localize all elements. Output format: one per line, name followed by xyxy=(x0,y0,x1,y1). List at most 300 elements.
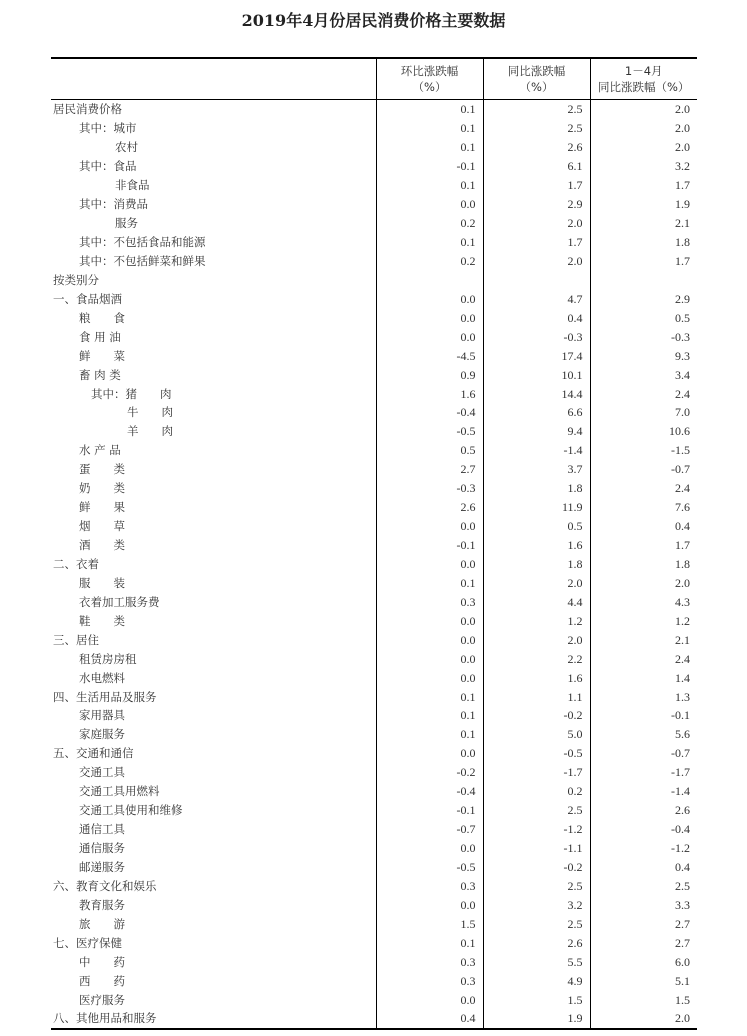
mom-value: -0.1 xyxy=(376,157,483,176)
row-label-text: 烟 草 xyxy=(79,519,125,534)
row-label xyxy=(51,706,376,725)
mom-value: 0.1 xyxy=(376,706,483,725)
row-label-text: 五、交通和通信 xyxy=(53,746,134,761)
yoy-value: 2.5 xyxy=(483,876,590,895)
mom-value: 1.6 xyxy=(376,384,483,403)
ytd-yoy-value: -1.4 xyxy=(590,782,697,801)
mom-value: -0.7 xyxy=(376,820,483,839)
ytd-yoy-value: 1.8 xyxy=(590,555,697,574)
table-row xyxy=(51,876,697,895)
yoy-value: 2.9 xyxy=(483,195,590,214)
mom-value: 1.5 xyxy=(376,914,483,933)
ytd-yoy-value: 2.0 xyxy=(590,100,697,119)
table-row xyxy=(51,555,697,574)
ytd-yoy-value: 1.7 xyxy=(590,536,697,555)
row-label-text: 医疗服务 xyxy=(79,992,125,1007)
ytd-yoy-value: 3.2 xyxy=(590,157,697,176)
yoy-value: 1.6 xyxy=(483,536,590,555)
yoy-value: 3.7 xyxy=(483,460,590,479)
header-mom: 环比涨跌幅 （%） xyxy=(376,58,483,100)
row-label xyxy=(51,176,376,195)
yoy-value: 2.5 xyxy=(483,100,590,119)
row-label-text: 三、居住 xyxy=(53,632,99,647)
ytd-yoy-value: -1.5 xyxy=(590,441,697,460)
row-label xyxy=(51,119,376,138)
row-label xyxy=(51,801,376,820)
row-label xyxy=(51,592,376,611)
yoy-value: 2.0 xyxy=(483,573,590,592)
table-row xyxy=(51,233,697,252)
mom-value: 0.9 xyxy=(376,365,483,384)
table-row xyxy=(51,725,697,744)
table-row xyxy=(51,138,697,157)
page-title: 2019年4月份居民消费价格主要数据 xyxy=(241,11,506,30)
ytd-yoy-value: 3.4 xyxy=(590,365,697,384)
row-label xyxy=(51,157,376,176)
row-label-text: 粮 食 xyxy=(79,310,125,325)
mom-value: 0.3 xyxy=(376,952,483,971)
table-row xyxy=(51,668,697,687)
yoy-value: 4.7 xyxy=(483,289,590,308)
yoy-value: 2.5 xyxy=(483,801,590,820)
table-row xyxy=(51,384,697,403)
table-row xyxy=(51,858,697,877)
row-label-text: 交通工具使用和维修 xyxy=(79,803,183,818)
row-label-text: 服务 xyxy=(115,216,138,231)
mom-value: 0.1 xyxy=(376,687,483,706)
ytd-yoy-value: 2.0 xyxy=(590,138,697,157)
table-row xyxy=(51,801,697,820)
table-row xyxy=(51,782,697,801)
yoy-value: 1.7 xyxy=(483,233,590,252)
ytd-yoy-value: 2.9 xyxy=(590,289,697,308)
table-row xyxy=(51,479,697,498)
row-label-text: 鲜 果 xyxy=(79,500,125,515)
table-row xyxy=(51,119,697,138)
ytd-yoy-value: 1.7 xyxy=(590,176,697,195)
table-row xyxy=(51,687,697,706)
header-category xyxy=(51,58,376,100)
mom-value: 0.1 xyxy=(376,100,483,119)
row-label xyxy=(51,782,376,801)
ytd-yoy-value: -0.4 xyxy=(590,820,697,839)
row-label-text: 中 药 xyxy=(79,954,125,969)
ytd-yoy-value: 2.0 xyxy=(590,1009,697,1029)
mom-value: 0.4 xyxy=(376,1009,483,1029)
row-label-text: 服 装 xyxy=(79,575,125,590)
table-row xyxy=(51,460,697,479)
ytd-yoy-value: 2.0 xyxy=(590,573,697,592)
table-row xyxy=(51,214,697,233)
row-label xyxy=(51,555,376,574)
cpi-data-table xyxy=(51,57,697,1030)
row-label xyxy=(51,914,376,933)
table-row xyxy=(51,933,697,952)
table-row xyxy=(51,630,697,649)
mom-value: -0.4 xyxy=(376,403,483,422)
ytd-yoy-value: 7.0 xyxy=(590,403,697,422)
row-label xyxy=(51,365,376,384)
table-row xyxy=(51,157,697,176)
mom-value: 0.2 xyxy=(376,214,483,233)
table-row xyxy=(51,195,697,214)
row-label xyxy=(51,630,376,649)
table-row xyxy=(51,498,697,517)
mom-value: -0.1 xyxy=(376,801,483,820)
table-row xyxy=(51,517,697,536)
ytd-yoy-value xyxy=(590,270,697,289)
table-row xyxy=(51,744,697,763)
mom-value: -0.3 xyxy=(376,479,483,498)
row-label-text: 家用器具 xyxy=(79,708,125,723)
table-row xyxy=(51,365,697,384)
yoy-value: 0.5 xyxy=(483,517,590,536)
row-label-text: 酒 类 xyxy=(79,538,125,553)
row-label-text: 其中：不包括食品和能源 xyxy=(79,235,206,250)
ytd-yoy-value: 9.3 xyxy=(590,346,697,365)
row-label-text: 鞋 类 xyxy=(79,613,125,628)
yoy-value: 1.7 xyxy=(483,176,590,195)
ytd-yoy-value: 0.4 xyxy=(590,517,697,536)
yoy-value: 6.1 xyxy=(483,157,590,176)
row-label-text: 其中：食品 xyxy=(79,159,137,174)
yoy-value: 0.2 xyxy=(483,782,590,801)
yoy-value: -0.2 xyxy=(483,858,590,877)
row-label-text: 八、其他用品和服务 xyxy=(53,1011,157,1026)
row-label xyxy=(51,327,376,346)
ytd-yoy-value: -0.7 xyxy=(590,744,697,763)
mom-value: 0.1 xyxy=(376,233,483,252)
yoy-value: 14.4 xyxy=(483,384,590,403)
mom-value: 0.1 xyxy=(376,573,483,592)
ytd-yoy-value: 5.6 xyxy=(590,725,697,744)
row-label xyxy=(51,252,376,271)
mom-value xyxy=(376,270,483,289)
table-row xyxy=(51,820,697,839)
row-label-text: 水 产 品 xyxy=(79,443,121,458)
mom-value: 0.0 xyxy=(376,327,483,346)
row-label-text: 交通工具用燃料 xyxy=(79,784,160,799)
yoy-value: 4.4 xyxy=(483,592,590,611)
table-row xyxy=(51,176,697,195)
mom-value: 0.5 xyxy=(376,441,483,460)
yoy-value: 1.8 xyxy=(483,479,590,498)
yoy-value: -1.1 xyxy=(483,839,590,858)
ytd-yoy-value: 2.1 xyxy=(590,630,697,649)
ytd-yoy-value: 2.7 xyxy=(590,933,697,952)
mom-value: 0.1 xyxy=(376,119,483,138)
ytd-yoy-value: 2.6 xyxy=(590,801,697,820)
mom-value: -0.1 xyxy=(376,536,483,555)
ytd-yoy-value: -0.7 xyxy=(590,460,697,479)
ytd-yoy-value: 2.7 xyxy=(590,914,697,933)
row-label xyxy=(51,517,376,536)
yoy-value: -1.2 xyxy=(483,820,590,839)
yoy-value: 0.4 xyxy=(483,308,590,327)
table-row xyxy=(51,895,697,914)
row-label xyxy=(51,138,376,157)
row-label xyxy=(51,573,376,592)
row-label-text: 畜 肉 类 xyxy=(79,367,121,382)
ytd-yoy-value: 1.4 xyxy=(590,668,697,687)
yoy-value: -1.7 xyxy=(483,763,590,782)
table-row xyxy=(51,403,697,422)
table-row xyxy=(51,952,697,971)
row-label xyxy=(51,763,376,782)
table-row xyxy=(51,971,697,990)
mom-value: -0.5 xyxy=(376,422,483,441)
ytd-yoy-value: 3.3 xyxy=(590,895,697,914)
yoy-value: 2.0 xyxy=(483,252,590,271)
row-label xyxy=(51,346,376,365)
yoy-value: 4.9 xyxy=(483,971,590,990)
row-label xyxy=(51,990,376,1009)
ytd-yoy-value: 1.9 xyxy=(590,195,697,214)
table-header-row xyxy=(51,58,697,100)
row-label-text: 非食品 xyxy=(115,178,150,193)
yoy-value xyxy=(483,270,590,289)
mom-value: 0.1 xyxy=(376,933,483,952)
yoy-value: 1.5 xyxy=(483,990,590,1009)
row-label-text: 家庭服务 xyxy=(79,727,125,742)
ytd-yoy-value: 10.6 xyxy=(590,422,697,441)
ytd-yoy-value: -0.1 xyxy=(590,706,697,725)
mom-value: 0.0 xyxy=(376,668,483,687)
row-label-text: 通信工具 xyxy=(79,822,125,837)
mom-value: 0.0 xyxy=(376,649,483,668)
mom-value: 0.0 xyxy=(376,839,483,858)
ytd-yoy-value: 5.1 xyxy=(590,971,697,990)
ytd-yoy-value: 6.0 xyxy=(590,952,697,971)
yoy-value: 2.0 xyxy=(483,630,590,649)
row-label-text: 其中：猪 肉 xyxy=(91,386,172,401)
row-label xyxy=(51,668,376,687)
row-label xyxy=(51,308,376,327)
row-label-text: 按类别分 xyxy=(53,272,99,287)
ytd-yoy-value: -1.2 xyxy=(590,839,697,858)
row-label xyxy=(51,536,376,555)
row-label xyxy=(51,441,376,460)
ytd-yoy-value: 2.4 xyxy=(590,479,697,498)
ytd-yoy-value: 4.3 xyxy=(590,592,697,611)
mom-value: 0.0 xyxy=(376,517,483,536)
row-label xyxy=(51,479,376,498)
row-label xyxy=(51,233,376,252)
yoy-value: 2.6 xyxy=(483,933,590,952)
row-label-text: 蛋 类 xyxy=(79,462,125,477)
yoy-value: 2.2 xyxy=(483,649,590,668)
mom-value: -4.5 xyxy=(376,346,483,365)
row-label-text: 六、教育文化和娱乐 xyxy=(53,878,157,893)
mom-value: 2.7 xyxy=(376,460,483,479)
table-row xyxy=(51,649,697,668)
ytd-yoy-value: 1.3 xyxy=(590,687,697,706)
mom-value: 2.6 xyxy=(376,498,483,517)
mom-value: 0.0 xyxy=(376,895,483,914)
mom-value: 0.0 xyxy=(376,195,483,214)
row-label-text: 其中：城市 xyxy=(79,121,137,136)
row-label-text: 西 药 xyxy=(79,973,125,988)
yoy-value: 10.1 xyxy=(483,365,590,384)
mom-value: 0.3 xyxy=(376,592,483,611)
table-row xyxy=(51,100,697,119)
yoy-value: 1.6 xyxy=(483,668,590,687)
table-row xyxy=(51,573,697,592)
table-row xyxy=(51,990,697,1009)
table-row xyxy=(51,289,697,308)
row-label xyxy=(51,933,376,952)
table-row xyxy=(51,346,697,365)
table-row xyxy=(51,327,697,346)
table-row xyxy=(51,252,697,271)
row-label xyxy=(51,611,376,630)
row-label-text: 邮递服务 xyxy=(79,859,125,874)
ytd-yoy-value: 2.4 xyxy=(590,649,697,668)
ytd-yoy-value: 1.7 xyxy=(590,252,697,271)
table-row xyxy=(51,270,697,289)
ytd-yoy-value: -1.7 xyxy=(590,763,697,782)
table-row xyxy=(51,763,697,782)
row-label xyxy=(51,460,376,479)
mom-value: 0.0 xyxy=(376,630,483,649)
mom-value: 0.1 xyxy=(376,138,483,157)
ytd-yoy-value: 2.0 xyxy=(590,119,697,138)
table-row xyxy=(51,706,697,725)
yoy-value: -0.2 xyxy=(483,706,590,725)
ytd-yoy-value: 0.5 xyxy=(590,308,697,327)
table-row xyxy=(51,536,697,555)
row-label-text: 奶 类 xyxy=(79,481,125,496)
yoy-value: 1.8 xyxy=(483,555,590,574)
mom-value: 0.1 xyxy=(376,176,483,195)
ytd-yoy-value: 0.4 xyxy=(590,858,697,877)
yoy-value: 1.1 xyxy=(483,687,590,706)
yoy-value: 1.9 xyxy=(483,1009,590,1029)
row-label xyxy=(51,289,376,308)
row-label xyxy=(51,839,376,858)
mom-value: 0.0 xyxy=(376,990,483,1009)
row-label-text: 四、生活用品及服务 xyxy=(53,689,157,704)
yoy-value: 3.2 xyxy=(483,895,590,914)
row-label-text: 其中：消费品 xyxy=(79,197,148,212)
row-label xyxy=(51,214,376,233)
yoy-value: 2.0 xyxy=(483,214,590,233)
yoy-value: 9.4 xyxy=(483,422,590,441)
row-label-text: 交通工具 xyxy=(79,765,125,780)
row-label xyxy=(51,820,376,839)
yoy-value: 1.2 xyxy=(483,611,590,630)
table-row xyxy=(51,839,697,858)
yoy-value: 5.0 xyxy=(483,725,590,744)
row-label-text: 鲜 菜 xyxy=(79,348,125,363)
yoy-value: 2.5 xyxy=(483,119,590,138)
row-label-text: 旅 游 xyxy=(79,916,125,931)
mom-value: 0.0 xyxy=(376,289,483,308)
row-label xyxy=(51,270,376,289)
row-label xyxy=(51,1009,376,1029)
table-row xyxy=(51,308,697,327)
ytd-yoy-value: 1.2 xyxy=(590,611,697,630)
table-row xyxy=(51,422,697,441)
row-label xyxy=(51,422,376,441)
ytd-yoy-value: 2.1 xyxy=(590,214,697,233)
row-label-text: 衣着加工服务费 xyxy=(79,594,160,609)
ytd-yoy-value: 7.6 xyxy=(590,498,697,517)
row-label-text: 居民消费价格 xyxy=(53,102,122,117)
row-label xyxy=(51,725,376,744)
yoy-value: -0.5 xyxy=(483,744,590,763)
mom-value: -0.2 xyxy=(376,763,483,782)
row-label xyxy=(51,744,376,763)
row-label-text: 农村 xyxy=(115,140,138,155)
header-ytd-yoy: 1－4月 同比涨跌幅（%） xyxy=(590,58,697,100)
mom-value: 0.3 xyxy=(376,876,483,895)
table-row xyxy=(51,611,697,630)
ytd-yoy-value: 1.8 xyxy=(590,233,697,252)
row-label-text: 羊 肉 xyxy=(127,424,173,439)
mom-value: 0.0 xyxy=(376,744,483,763)
row-label xyxy=(51,384,376,403)
row-label xyxy=(51,687,376,706)
row-label xyxy=(51,403,376,422)
ytd-yoy-value: 2.5 xyxy=(590,876,697,895)
row-label-text: 水电燃料 xyxy=(79,670,125,685)
row-label xyxy=(51,649,376,668)
yoy-value: -0.3 xyxy=(483,327,590,346)
row-label-text: 食 用 油 xyxy=(79,329,121,344)
row-label xyxy=(51,858,376,877)
row-label-text: 一、食品烟酒 xyxy=(53,291,122,306)
mom-value: 0.0 xyxy=(376,611,483,630)
mom-value: 0.0 xyxy=(376,555,483,574)
row-label-text: 七、医疗保健 xyxy=(53,935,122,950)
row-label xyxy=(51,195,376,214)
yoy-value: 2.6 xyxy=(483,138,590,157)
table-row xyxy=(51,1009,697,1029)
yoy-value: 6.6 xyxy=(483,403,590,422)
row-label-text: 通信服务 xyxy=(79,841,125,856)
mom-value: 0.2 xyxy=(376,252,483,271)
row-label xyxy=(51,876,376,895)
row-label-text: 教育服务 xyxy=(79,897,125,912)
row-label xyxy=(51,971,376,990)
mom-value: -0.5 xyxy=(376,858,483,877)
row-label xyxy=(51,100,376,119)
ytd-yoy-value: -0.3 xyxy=(590,327,697,346)
row-label xyxy=(51,895,376,914)
row-label-text: 租赁房房租 xyxy=(79,651,137,666)
row-label-text: 牛 肉 xyxy=(127,405,173,420)
row-label-text: 二、衣着 xyxy=(53,556,99,571)
yoy-value: 2.5 xyxy=(483,914,590,933)
mom-value: 0.0 xyxy=(376,308,483,327)
table-row xyxy=(51,441,697,460)
mom-value: 0.1 xyxy=(376,725,483,744)
ytd-yoy-value: 1.5 xyxy=(590,990,697,1009)
mom-value: 0.3 xyxy=(376,971,483,990)
table-row xyxy=(51,592,697,611)
row-label xyxy=(51,952,376,971)
yoy-value: 5.5 xyxy=(483,952,590,971)
ytd-yoy-value: 2.4 xyxy=(590,384,697,403)
yoy-value: 17.4 xyxy=(483,346,590,365)
mom-value: -0.4 xyxy=(376,782,483,801)
yoy-value: -1.4 xyxy=(483,441,590,460)
row-label-text: 其中：不包括鲜菜和鲜果 xyxy=(79,253,206,268)
row-label xyxy=(51,498,376,517)
header-yoy: 同比涨跌幅 （%） xyxy=(483,58,590,100)
yoy-value: 11.9 xyxy=(483,498,590,517)
